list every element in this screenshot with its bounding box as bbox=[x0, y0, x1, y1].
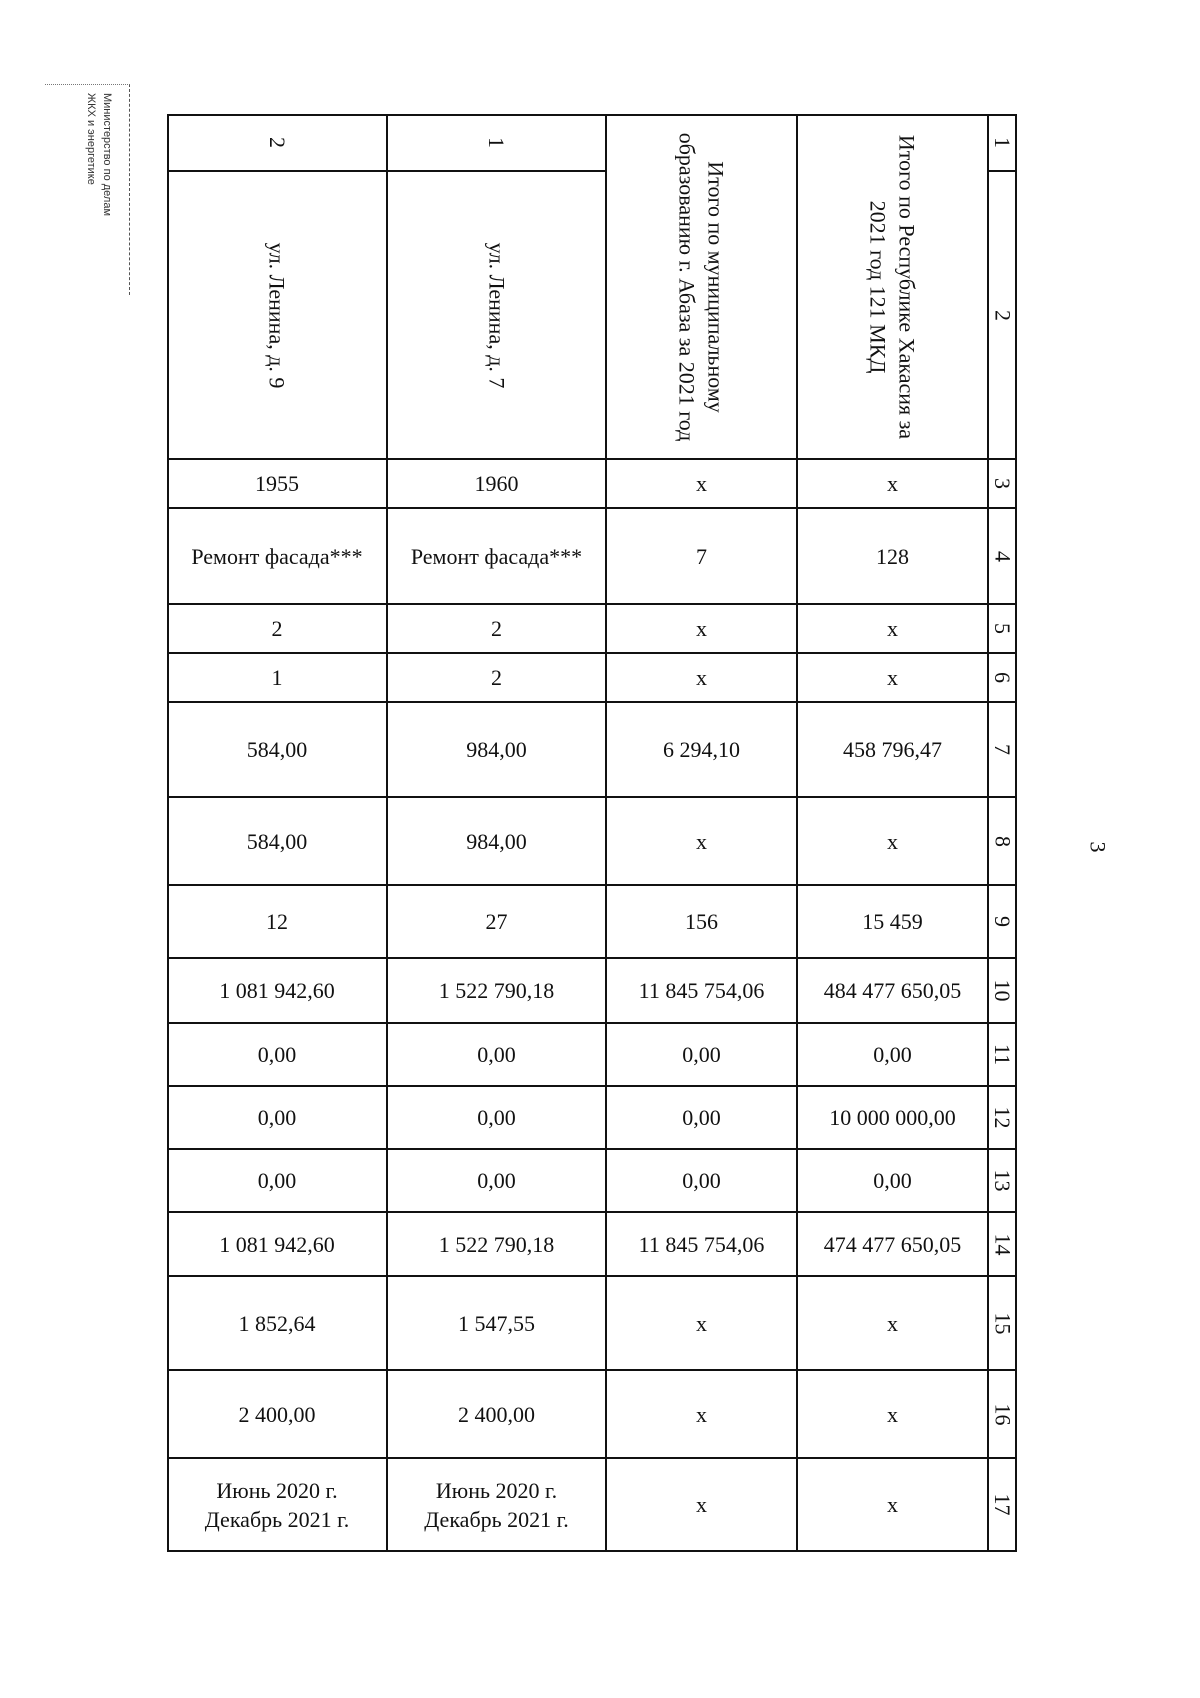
table-cell-text: 0,00 bbox=[477, 1105, 516, 1130]
table-cell-text: 1 522 790,18 bbox=[438, 978, 555, 1003]
table-cell-text: х bbox=[887, 616, 898, 641]
stamp-line: Министерство по делам bbox=[101, 93, 113, 217]
table-cell-text: х bbox=[696, 665, 707, 690]
table-cell-text: 12 bbox=[266, 909, 288, 934]
column-number-text: 4 bbox=[990, 550, 1015, 562]
table-cell bbox=[797, 885, 988, 958]
table-cell bbox=[797, 1086, 988, 1149]
table-cell bbox=[167, 885, 387, 958]
table-cell-text: 984,00 bbox=[466, 828, 527, 854]
table-cell-text: х bbox=[696, 1401, 707, 1427]
table-cell-text: 2 bbox=[491, 616, 502, 641]
table-cell bbox=[387, 1212, 606, 1276]
table-cell-text: 0,00 bbox=[682, 1105, 721, 1130]
table-cell bbox=[797, 1023, 988, 1086]
table-cell-text: 2 400,00 bbox=[458, 1401, 535, 1427]
table-cell-text: 1960 bbox=[474, 471, 519, 496]
table-cell-text: х bbox=[696, 1310, 707, 1336]
table-cell bbox=[387, 508, 606, 604]
table-cell-text: Ремонт фасада*** bbox=[410, 543, 583, 569]
table-cell bbox=[387, 1149, 606, 1212]
table-cell-text: х bbox=[887, 828, 898, 854]
table-cell bbox=[606, 1023, 797, 1086]
table-cell-text: 156 bbox=[685, 909, 718, 934]
table-cell bbox=[387, 1370, 606, 1458]
table-cell-text: х bbox=[887, 471, 898, 496]
page-number: 3 bbox=[1085, 841, 1111, 853]
table-cell bbox=[606, 702, 797, 797]
column-number bbox=[988, 1276, 1017, 1370]
column-number-text: 7 bbox=[990, 744, 1015, 755]
table-cell-text: 1 bbox=[271, 665, 283, 690]
table-cell bbox=[387, 1023, 606, 1086]
table-cell bbox=[387, 459, 606, 508]
table-cell bbox=[606, 653, 797, 702]
table-cell-text: 1955 bbox=[255, 471, 299, 496]
table-cell-text: 1 547,55 bbox=[458, 1310, 535, 1336]
table-cell-text: 0,00 bbox=[477, 1168, 516, 1193]
table-cell bbox=[797, 797, 988, 885]
table-cell-text: 984,00 bbox=[466, 737, 527, 762]
row-name-text: ул. Ленина, д. 9 bbox=[264, 242, 290, 388]
column-number-text: 5 bbox=[990, 623, 1015, 634]
column-number bbox=[988, 885, 1017, 958]
table-cell-text: 6 294,10 bbox=[663, 737, 740, 762]
column-number-text: 13 bbox=[990, 1169, 1015, 1192]
table-cell-text: 2 bbox=[491, 665, 502, 690]
table-cell bbox=[167, 797, 387, 885]
column-number bbox=[988, 1370, 1017, 1458]
table-cell bbox=[167, 1212, 387, 1276]
row-index bbox=[387, 114, 606, 171]
column-number-text: 10 bbox=[990, 979, 1015, 1002]
table-cell-text: 27 bbox=[485, 909, 508, 934]
column-number-text: 3 bbox=[990, 478, 1015, 489]
table-cell bbox=[606, 958, 797, 1023]
table-cell bbox=[167, 604, 387, 653]
column-number bbox=[988, 459, 1017, 508]
row-name bbox=[387, 171, 606, 459]
table-cell bbox=[606, 1086, 797, 1149]
column-number bbox=[988, 604, 1017, 653]
column-number bbox=[988, 508, 1017, 604]
stamp-line: ЖКХ и энергетике bbox=[85, 93, 97, 185]
table-cell bbox=[387, 797, 606, 885]
column-number bbox=[988, 653, 1017, 702]
table-cell-text: х bbox=[887, 1310, 898, 1336]
table-cell-text: 0,00 bbox=[477, 1042, 516, 1067]
table-cell-text: Ремонт фасада*** bbox=[191, 543, 363, 569]
table-cell-text: 474 477 650,05 bbox=[823, 1231, 962, 1257]
table-cell-text: 7 bbox=[696, 543, 707, 569]
table-cell bbox=[797, 1370, 988, 1458]
table-cell bbox=[606, 1370, 797, 1458]
table-cell bbox=[606, 508, 797, 604]
column-number bbox=[988, 1149, 1017, 1212]
table-cell-text: 484 477 650,05 bbox=[823, 978, 962, 1003]
column-number-text: 14 bbox=[990, 1233, 1015, 1255]
table-cell-text: Июнь 2020 г. Декабрь 2021 г. bbox=[204, 1477, 350, 1532]
table-cell bbox=[797, 459, 988, 508]
table-cell bbox=[606, 1212, 797, 1276]
row-index-text: 1 bbox=[484, 137, 509, 148]
column-number-text: 9 bbox=[990, 916, 1015, 927]
table-cell bbox=[797, 1212, 988, 1276]
table-cell bbox=[167, 1023, 387, 1086]
table-cell bbox=[387, 1458, 606, 1551]
table-cell bbox=[797, 1458, 988, 1551]
table-cell bbox=[797, 653, 988, 702]
table-cell bbox=[387, 958, 606, 1023]
table-cell-text: 10 000 000,00 bbox=[829, 1105, 956, 1130]
row-name-text: Итого по Республике Хакасия за 2021 год 121 МКД bbox=[865, 134, 920, 439]
column-number-text: 17 bbox=[990, 1493, 1015, 1516]
table-cell-text: 11 845 754,06 bbox=[638, 1231, 765, 1257]
table-cell bbox=[797, 508, 988, 604]
table-cell bbox=[387, 1276, 606, 1370]
table-cell bbox=[606, 1276, 797, 1370]
table-cell bbox=[387, 604, 606, 653]
table-cell bbox=[606, 797, 797, 885]
column-number-text: 1 bbox=[990, 137, 1015, 148]
table-cell-text: 0,00 bbox=[873, 1042, 912, 1067]
table-cell bbox=[606, 604, 797, 653]
table-cell bbox=[606, 459, 797, 508]
row-name bbox=[167, 171, 387, 459]
table-cell-text: 0,00 bbox=[682, 1168, 721, 1193]
table-cell bbox=[167, 1276, 387, 1370]
table-cell-text: х bbox=[696, 828, 707, 854]
table-cell bbox=[167, 1149, 387, 1212]
table-cell-text: Июнь 2020 г. Декабрь 2021 г. bbox=[424, 1477, 569, 1532]
column-number-text: 8 bbox=[990, 835, 1015, 847]
table-cell bbox=[167, 958, 387, 1023]
table-cell-text: 458 796,47 bbox=[843, 737, 942, 762]
table-cell-text: 584,00 bbox=[246, 828, 308, 854]
table-cell-text: 0,00 bbox=[257, 1042, 297, 1067]
table-cell-text: 1 852,64 bbox=[238, 1310, 316, 1336]
table-cell-text: 2 bbox=[271, 616, 283, 641]
table-cell-text: х bbox=[696, 616, 707, 641]
table-cell bbox=[797, 1276, 988, 1370]
table-cell-text: 1 081 942,60 bbox=[219, 1231, 335, 1257]
table-cell-text: х bbox=[887, 1401, 898, 1427]
table-cell-text: 11 845 754,06 bbox=[638, 978, 765, 1003]
table-cell-text: 584,00 bbox=[246, 737, 308, 762]
column-number bbox=[988, 958, 1017, 1023]
table-cell bbox=[797, 1149, 988, 1212]
row-name bbox=[606, 114, 797, 459]
row-name-text: Итого по муниципальному образованию г. Абаза за 2021 год bbox=[674, 132, 729, 441]
row-index-text: 2 bbox=[264, 137, 290, 148]
table-cell bbox=[167, 1370, 387, 1458]
table-cell bbox=[797, 604, 988, 653]
table-cell bbox=[387, 885, 606, 958]
table-cell bbox=[387, 653, 606, 702]
table-cell bbox=[606, 885, 797, 958]
table-cell-text: 1 081 942,60 bbox=[219, 978, 335, 1003]
table-cell-text: 0,00 bbox=[257, 1168, 297, 1193]
table-cell bbox=[387, 702, 606, 797]
side-stamp bbox=[45, 84, 130, 295]
table-cell bbox=[167, 1458, 387, 1551]
table-cell bbox=[167, 508, 387, 604]
table-cell-text: 15 459 bbox=[862, 909, 923, 934]
table-cell-text: 0,00 bbox=[873, 1168, 912, 1193]
column-number-text: 6 bbox=[990, 672, 1015, 683]
table-cell bbox=[167, 702, 387, 797]
row-name-text: ул. Ленина, д. 7 bbox=[484, 242, 509, 388]
column-number-text: 12 bbox=[990, 1106, 1015, 1129]
table-cell-text: 2 400,00 bbox=[238, 1401, 316, 1427]
table-cell bbox=[167, 459, 387, 508]
column-number-text: 15 bbox=[990, 1312, 1015, 1334]
column-number bbox=[988, 797, 1017, 885]
table-cell bbox=[797, 958, 988, 1023]
table-cell-text: х bbox=[696, 1492, 707, 1517]
table-cell-text: 128 bbox=[876, 543, 909, 569]
table-cell-text: х bbox=[696, 471, 707, 496]
column-number-text: 11 bbox=[990, 1043, 1015, 1066]
table-cell-text: 0,00 bbox=[682, 1042, 721, 1067]
table-cell bbox=[606, 1149, 797, 1212]
table-cell bbox=[797, 702, 988, 797]
table-cell bbox=[606, 1458, 797, 1551]
table-cell bbox=[167, 1086, 387, 1149]
column-number bbox=[988, 702, 1017, 797]
column-number bbox=[988, 1086, 1017, 1149]
column-number-text: 2 bbox=[990, 309, 1015, 321]
column-number bbox=[988, 1458, 1017, 1551]
row-index bbox=[167, 114, 387, 171]
table-cell-text: х bbox=[887, 665, 898, 690]
table-cell-text: 0,00 bbox=[257, 1105, 297, 1130]
table-cell bbox=[167, 653, 387, 702]
column-number bbox=[988, 1212, 1017, 1276]
table-cell-text: 1 522 790,18 bbox=[438, 1231, 555, 1257]
column-number bbox=[988, 171, 1017, 459]
column-number-text: 16 bbox=[990, 1403, 1015, 1425]
column-number bbox=[988, 114, 1017, 171]
table-cell bbox=[387, 1086, 606, 1149]
column-number bbox=[988, 1023, 1017, 1086]
row-name bbox=[797, 114, 988, 459]
table-cell-text: х bbox=[887, 1492, 898, 1517]
